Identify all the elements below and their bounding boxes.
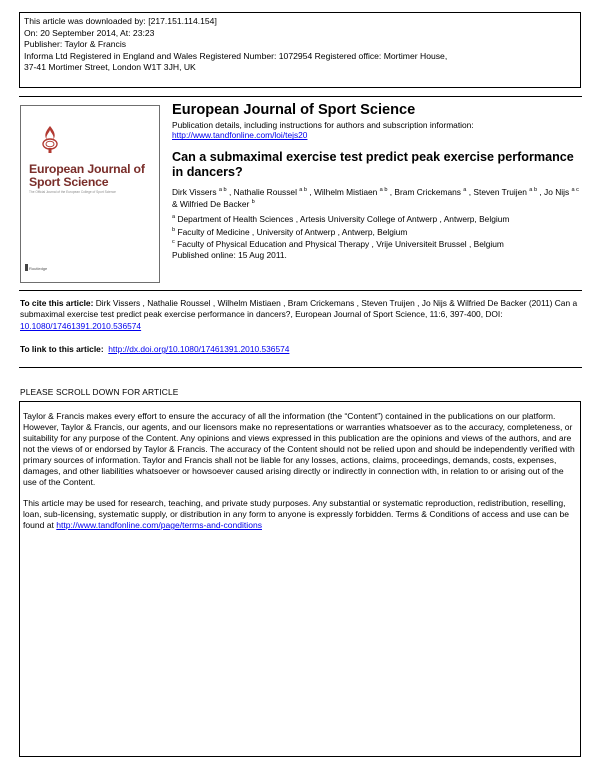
download-info-box <box>19 12 581 88</box>
author-affiliation-marker: a b <box>218 186 227 193</box>
header-divider-bottom <box>19 290 582 291</box>
author-separator: , <box>307 186 315 197</box>
citation-block <box>20 298 582 332</box>
author-list <box>172 186 582 211</box>
publisher-logo-icon <box>25 264 28 271</box>
author-affiliation-marker: b <box>251 199 255 206</box>
affiliation-text: Faculty of Physical Education and Physical Therapy , Vrije Universiteit Brussel , Belgium <box>177 239 504 250</box>
disclaimer-paragraph: Taylor & Francis makes every effort to ensure the accuracy of all the information (the “Content”) contained in the publications on our platform. However, Taylor & Francis, our agents, and our licensors make no representations or warranties whatsoever as to the accuracy, completeness, or suitability for any purpose of the Content. Any opinions and views expressed in this publication are the opinions and views of the authors, and are not the views of or endorsed by Taylor & Francis. The accuracy of the Content should not be relied upon and should be independently verified with primary sources of information. Taylor and Francis shall not be liable for any losses, actions, claims, proceedings, demands, costs, expenses, damages, and other liabilities whatsoever or howsoever caused arising directly or indirectly in connection with, in relation to or arising out of the use of the Content. <box>23 411 575 487</box>
article-link-block <box>20 344 289 354</box>
cover-journal-title: European Journal of Sport Science <box>29 162 145 189</box>
download-info-line: On: 20 September 2014, At: 23:23 <box>24 27 155 38</box>
citation-divider <box>19 367 582 368</box>
header-divider-top <box>19 96 582 97</box>
journal-url-link[interactable]: http://www.tandfonline.com/loi/tejs20 <box>172 130 308 141</box>
affiliation-text: Department of Health Sciences , Artesis University College of Antwerp , Antwerp, Belgium <box>177 214 510 224</box>
affiliation-text: Faculty of Medicine , University of Antwerp , Antwerp, Belgium <box>177 227 408 238</box>
affiliation-list <box>172 213 582 261</box>
author-affiliation-marker: a b <box>529 186 538 193</box>
cover-publisher: Routledge <box>29 266 48 271</box>
article-title: Can a submaximal exercise test predict peak exercise performance in dancers? <box>172 149 574 179</box>
cover-subtitle: The Official Journal of the European College of Sport Science <box>29 190 116 194</box>
journal-cover <box>20 105 160 283</box>
citation-text: Dirk Vissers , Nathalie Roussel , Wilhelm Mistiaen , Bram Crickemans , Steven Truijen , Jo Nijs & Wilfried De Backer (2011) Can a submaximal exercise test predict peak exercise performance in dancers?, European Journal of Sport Science, 11:6, 397-400, DOI: <box>20 298 578 320</box>
affiliation-marker: b <box>172 227 176 234</box>
terms-paragraph <box>23 498 577 531</box>
affiliation-marker: a <box>172 214 176 220</box>
author-name: Nathalie Roussel <box>233 186 297 197</box>
author-affiliation-marker: a c <box>571 186 579 193</box>
author-name: Steven Truijen <box>473 186 527 197</box>
author-separator: , <box>226 186 234 197</box>
terms-text: This article may be used for research, teaching, and private study purposes. Any substantial or systematic reproduction, redistribution, reselling, loan, sub-licensing, systematic supply, or distribution in any form to anyone is expressly forbidden. Terms & Conditions of access and use can be found at <box>23 498 570 530</box>
published-date: Published online: 15 Aug 2011. <box>172 250 287 261</box>
download-info-line: This article was downloaded by: [217.151.114.154] <box>24 16 217 26</box>
author-separator: , <box>466 186 474 197</box>
article-link-label: To link to this article: <box>20 344 104 354</box>
author-affiliation-marker: a b <box>299 186 308 193</box>
author-separator: , <box>387 186 395 197</box>
author-name: Dirk Vissers <box>172 186 217 197</box>
article-doi-link[interactable]: http://dx.doi.org/10.1080/17461391.2010.536574 <box>108 344 290 354</box>
publication-details-text: Publication details, including instructions for authors and subscription information: <box>172 120 474 130</box>
author-affiliation-marker: a <box>463 186 467 193</box>
affiliation-item <box>172 226 582 239</box>
scroll-notice: PLEASE SCROLL DOWN FOR ARTICLE <box>20 387 179 397</box>
download-info-line: Publisher: Taylor & Francis <box>24 39 127 50</box>
author-separator: , <box>537 186 545 197</box>
download-info-line: 37-41 Mortimer Street, London W1T 3JH, UK <box>24 62 196 73</box>
terms-link[interactable]: http://www.tandfonline.com/page/terms-and-conditions <box>56 520 262 530</box>
disclaimer-box <box>19 401 581 757</box>
affiliation-item <box>172 213 582 226</box>
journal-title: European Journal of Sport Science <box>172 102 416 118</box>
article-header <box>172 101 582 261</box>
author-name: Wilfried De Backer <box>179 199 250 210</box>
flame-logo-icon <box>39 124 61 154</box>
publication-details <box>172 120 582 141</box>
author-name: Wilhelm Mistiaen <box>314 186 378 197</box>
download-info-line: Informa Ltd Registered in England and Wales Registered Number: 1072954 Registered office: Mortimer House, <box>24 50 448 61</box>
affiliation-item <box>172 239 582 250</box>
author-affiliation-marker: a b <box>379 186 388 193</box>
author-name: Bram Crickemans <box>394 186 461 197</box>
author-separator: & <box>172 199 180 210</box>
citation-label: To cite this article: <box>20 298 94 308</box>
affiliation-marker: c <box>172 239 175 246</box>
doi-link[interactable]: 10.1080/17461391.2010.536574 <box>20 320 142 331</box>
author-name: Jo Nijs <box>544 186 570 197</box>
